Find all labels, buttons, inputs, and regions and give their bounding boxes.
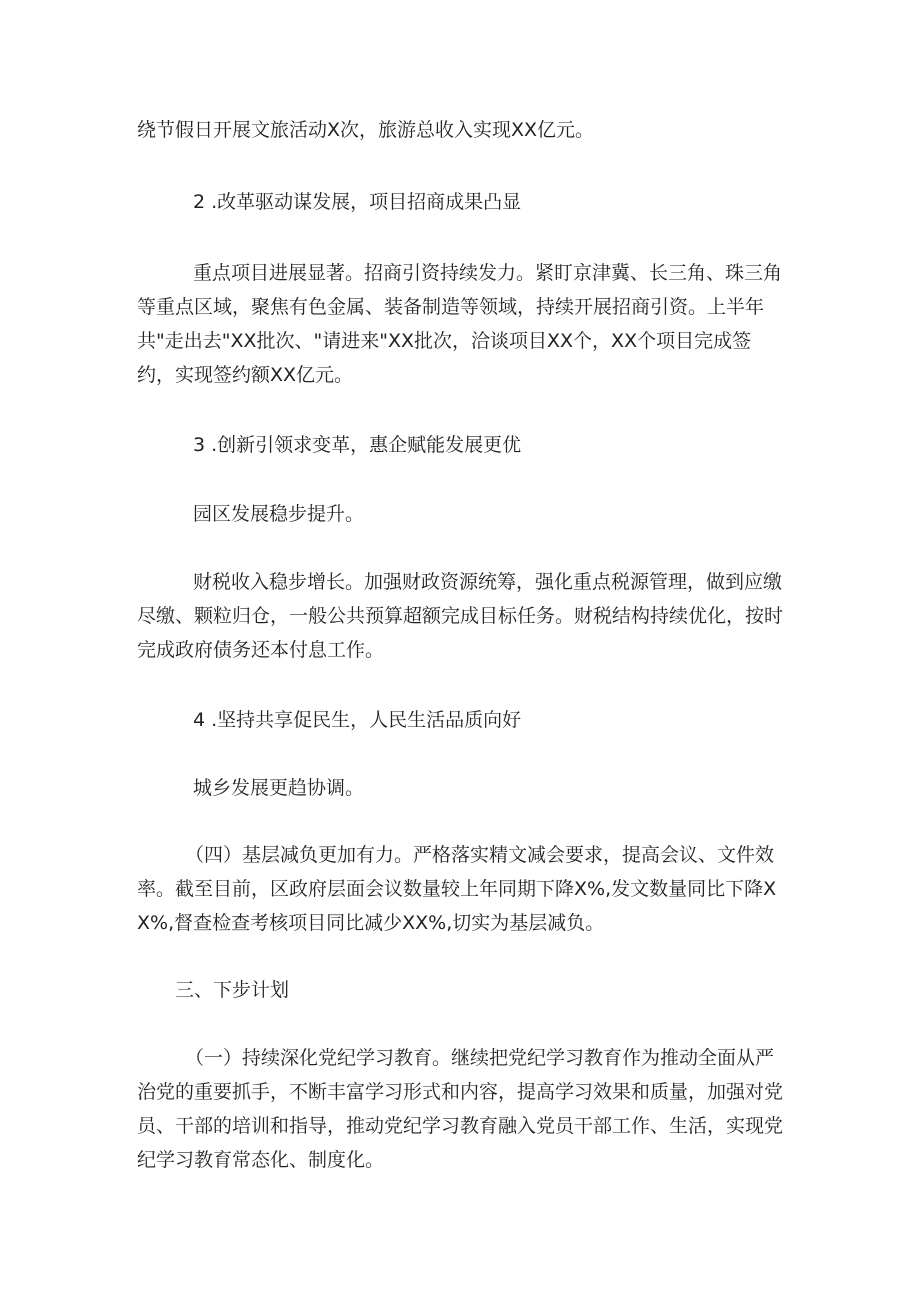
heading-innovation: 3 .创新引领求变革，惠企赋能发展更优 bbox=[193, 434, 522, 456]
paragraph-burden-reduction: （四）基层减负更加有力。严格落实精文减会要求，提高会议、文件效率。截至目前，区政府层面会议数量较上年同期下降X%,发文数量同比下降XX%,督查检查考核项目同比减少XX%,切实为基层减负。 bbox=[137, 844, 777, 934]
paragraph-tourism-summary: 绕节假日开展文旅活动X次，旅游总收入实现XX亿元。 bbox=[137, 119, 595, 141]
heading-next-plan: 三、下步计划 bbox=[175, 979, 290, 1001]
paragraph-urban-rural: 城乡发展更趋协调。 bbox=[193, 777, 365, 799]
paragraph-party-discipline: （一）持续深化党纪学习教育。继续把党纪学习教育作为推动全面从严治党的重要抓手，不断丰富学习形式和内容，提高学习效果和质量，加强对党员、干部的培训和指导，推动党纪学习教育融入党员干部工作、生活，实现党纪学习教育常态化、制度化。 bbox=[137, 1047, 784, 1171]
paragraph-fiscal-revenue: 财税收入稳步增长。加强财政资源统筹，强化重点税源管理，做到应缴尽缴、颗粒归仓，一般公共预算超额完成目标任务。财税结构持续优化，按时完成政府债务还本付息工作。 bbox=[137, 571, 784, 661]
paragraph-investment: 重点项目进展显著。招商引资持续发力。紧盯京津冀、长三角、珠三角等重点区域，聚焦有色金属、装备制造等领域，持续开展招商引资。上半年共"走出去"XX批次、"请进来"XX批次，洽谈项目XX个，XX个项目完成签约，实现签约额XX亿元。 bbox=[137, 262, 783, 386]
heading-reform-projects: 2 .改革驱动谋发展，项目招商成果凸显 bbox=[193, 191, 522, 213]
paragraph-park-development: 园区发展稳步提升。 bbox=[193, 503, 365, 525]
heading-livelihood: 4 .坚持共享促民生，人民生活品质向好 bbox=[193, 709, 522, 731]
